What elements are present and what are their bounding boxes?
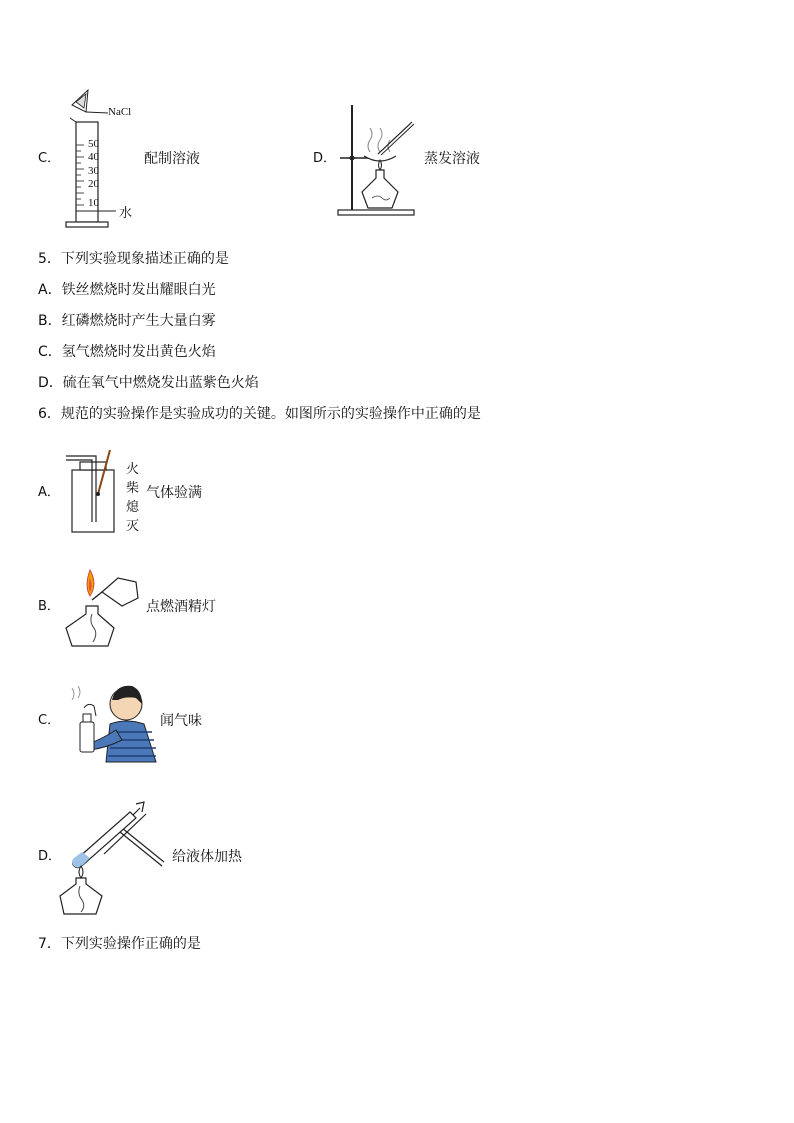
- q5-option-c[interactable]: [38, 343, 216, 361]
- scale-20: 20: [88, 178, 99, 190]
- q4-option-c-label: 配制溶液: [144, 151, 200, 167]
- q5-option-b[interactable]: [38, 312, 216, 330]
- q5-option-b-letter: B．: [38, 313, 62, 329]
- smelling-person-figure: [66, 668, 162, 764]
- scale-10: 10: [88, 197, 99, 209]
- q5-option-c-text: 氢气燃烧时发出黄色火焰: [61, 344, 216, 360]
- q6-option-c-letter: C．: [38, 713, 61, 728]
- q6-option-b-letter: B．: [38, 599, 60, 614]
- measuring-cylinder-figure: [60, 90, 150, 230]
- gas-bottle-figure: [66, 448, 126, 538]
- q6-option-c-label: 闻气味: [160, 713, 202, 729]
- q5-option-d-text: 硫在氧气中燃烧发出蓝紫色火焰: [62, 375, 259, 391]
- q5-stem: 5．下列实验现象描述正确的是: [38, 251, 229, 267]
- annot-char-4: 灭: [126, 519, 140, 534]
- scale-30: 30: [88, 165, 99, 177]
- scale-40: 40: [88, 151, 99, 163]
- q6-option-a-label: 气体验满: [146, 485, 202, 501]
- annot-char-1: 火: [126, 462, 140, 477]
- q7-stem: 7．下列实验操作正确的是: [38, 936, 201, 952]
- annot-char-2: 柴: [126, 481, 140, 496]
- q5-option-b-text: 红磷燃烧时产生大量白雾: [61, 313, 216, 329]
- q4-option-d-label: 蒸发溶液: [424, 151, 480, 167]
- q4-option-d-letter: D．: [313, 151, 337, 166]
- nacl-label: NaCl: [108, 106, 132, 118]
- q6-option-b-label: 点燃酒精灯: [146, 599, 216, 615]
- q6-stem: 6．规范的实验操作是实验成功的关键。如图所示的实验操作中正确的是: [38, 406, 481, 422]
- q6-option-d-label: 给液体加热: [172, 849, 242, 865]
- q5-option-d-letter: D．: [38, 375, 63, 391]
- evaporation-stand-figure: [336, 100, 426, 220]
- q5-option-a[interactable]: [38, 281, 216, 299]
- scale-50: 50: [88, 138, 99, 150]
- lighting-lamp-figure: [62, 562, 142, 652]
- q5-option-d[interactable]: [38, 374, 259, 392]
- q5-option-a-text: 铁丝燃烧时发出耀眼白光: [61, 282, 216, 298]
- q6-option-d-letter: D．: [38, 849, 62, 864]
- q6-option-a-letter: A．: [38, 485, 60, 500]
- q5-option-c-letter: C．: [38, 344, 62, 360]
- q5-option-a-letter: A．: [38, 282, 62, 298]
- heating-test-tube-figure: [60, 798, 170, 920]
- water-label: 水: [119, 206, 133, 221]
- annot-char-3: 熄: [126, 500, 140, 515]
- q4-option-c-letter: C．: [38, 151, 61, 166]
- match-annotation: [126, 460, 142, 536]
